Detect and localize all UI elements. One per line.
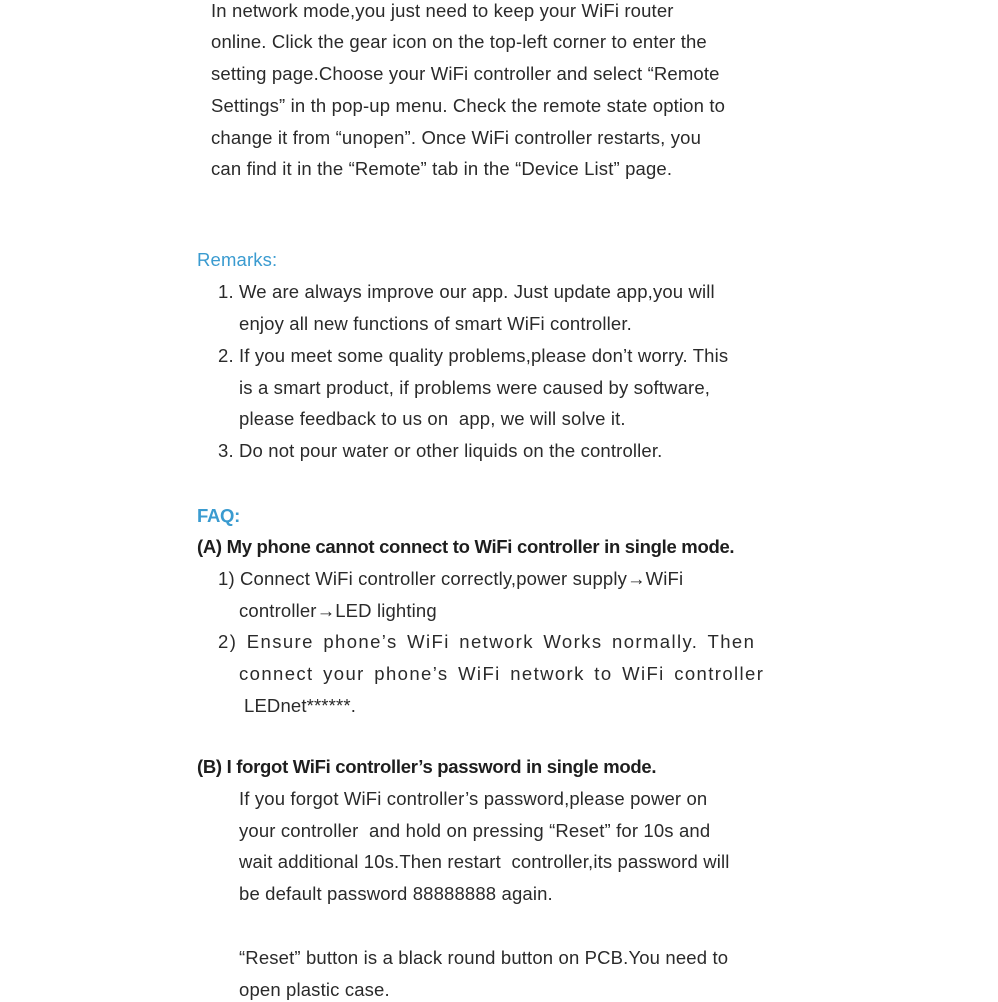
- remarks-heading: Remarks:: [197, 249, 278, 270]
- faq-a-step: controller→LED lighting: [239, 600, 437, 621]
- faq-b-note: open plastic case.: [239, 979, 390, 1000]
- intro-line: can find it in the “Remote” tab in the “Device List” page.: [211, 158, 673, 179]
- faq-b-answer: If you forgot WiFi controller’s password,please power on: [239, 788, 708, 809]
- faq-a-step: 2) Ensure phone’s WiFi network Works normally. Then: [218, 631, 756, 652]
- remark-item: enjoy all new functions of smart WiFi controller.: [239, 313, 632, 334]
- faq-a-step: 1) Connect WiFi controller correctly,power supply→WiFi: [218, 568, 684, 589]
- faq-question-a: (A) My phone cannot connect to WiFi controller in single mode.: [197, 536, 735, 557]
- intro-line: setting page.Choose your WiFi controller and select “Remote: [211, 63, 720, 84]
- faq-question-b: (B) I forgot WiFi controller’s password in single mode.: [197, 756, 657, 777]
- intro-line: Settings” in th pop-up menu. Check the remote state option to: [211, 95, 726, 116]
- remark-item: 2. If you meet some quality problems,please don’t worry. This: [218, 345, 729, 366]
- faq-heading: FAQ:: [197, 505, 240, 526]
- intro-line: change it from “unopen”. Once WiFi controller restarts, you: [211, 127, 702, 148]
- remark-item: is a smart product, if problems were caused by software,: [239, 377, 711, 398]
- faq-b-answer: your controller and hold on pressing “Reset” for 10s and: [239, 820, 711, 841]
- intro-line: online. Click the gear icon on the top-left corner to enter the: [211, 31, 707, 52]
- remark-item: 1. We are always improve our app. Just update app,you will: [218, 281, 715, 302]
- faq-a-step: LEDnet******.: [244, 695, 356, 716]
- faq-b-note: “Reset” button is a black round button on PCB.You need to: [239, 947, 729, 968]
- faq-a-step: connect your phone’s WiFi network to WiFi controller: [239, 663, 765, 684]
- intro-line: In network mode,you just need to keep your WiFi router: [211, 0, 674, 21]
- faq-b-answer: be default password 88888888 again.: [239, 883, 553, 904]
- remark-item: 3. Do not pour water or other liquids on the controller.: [218, 440, 663, 461]
- faq-b-answer: wait additional 10s.Then restart controller,its password will: [239, 851, 730, 872]
- remark-item: please feedback to us on app, we will solve it.: [239, 408, 626, 429]
